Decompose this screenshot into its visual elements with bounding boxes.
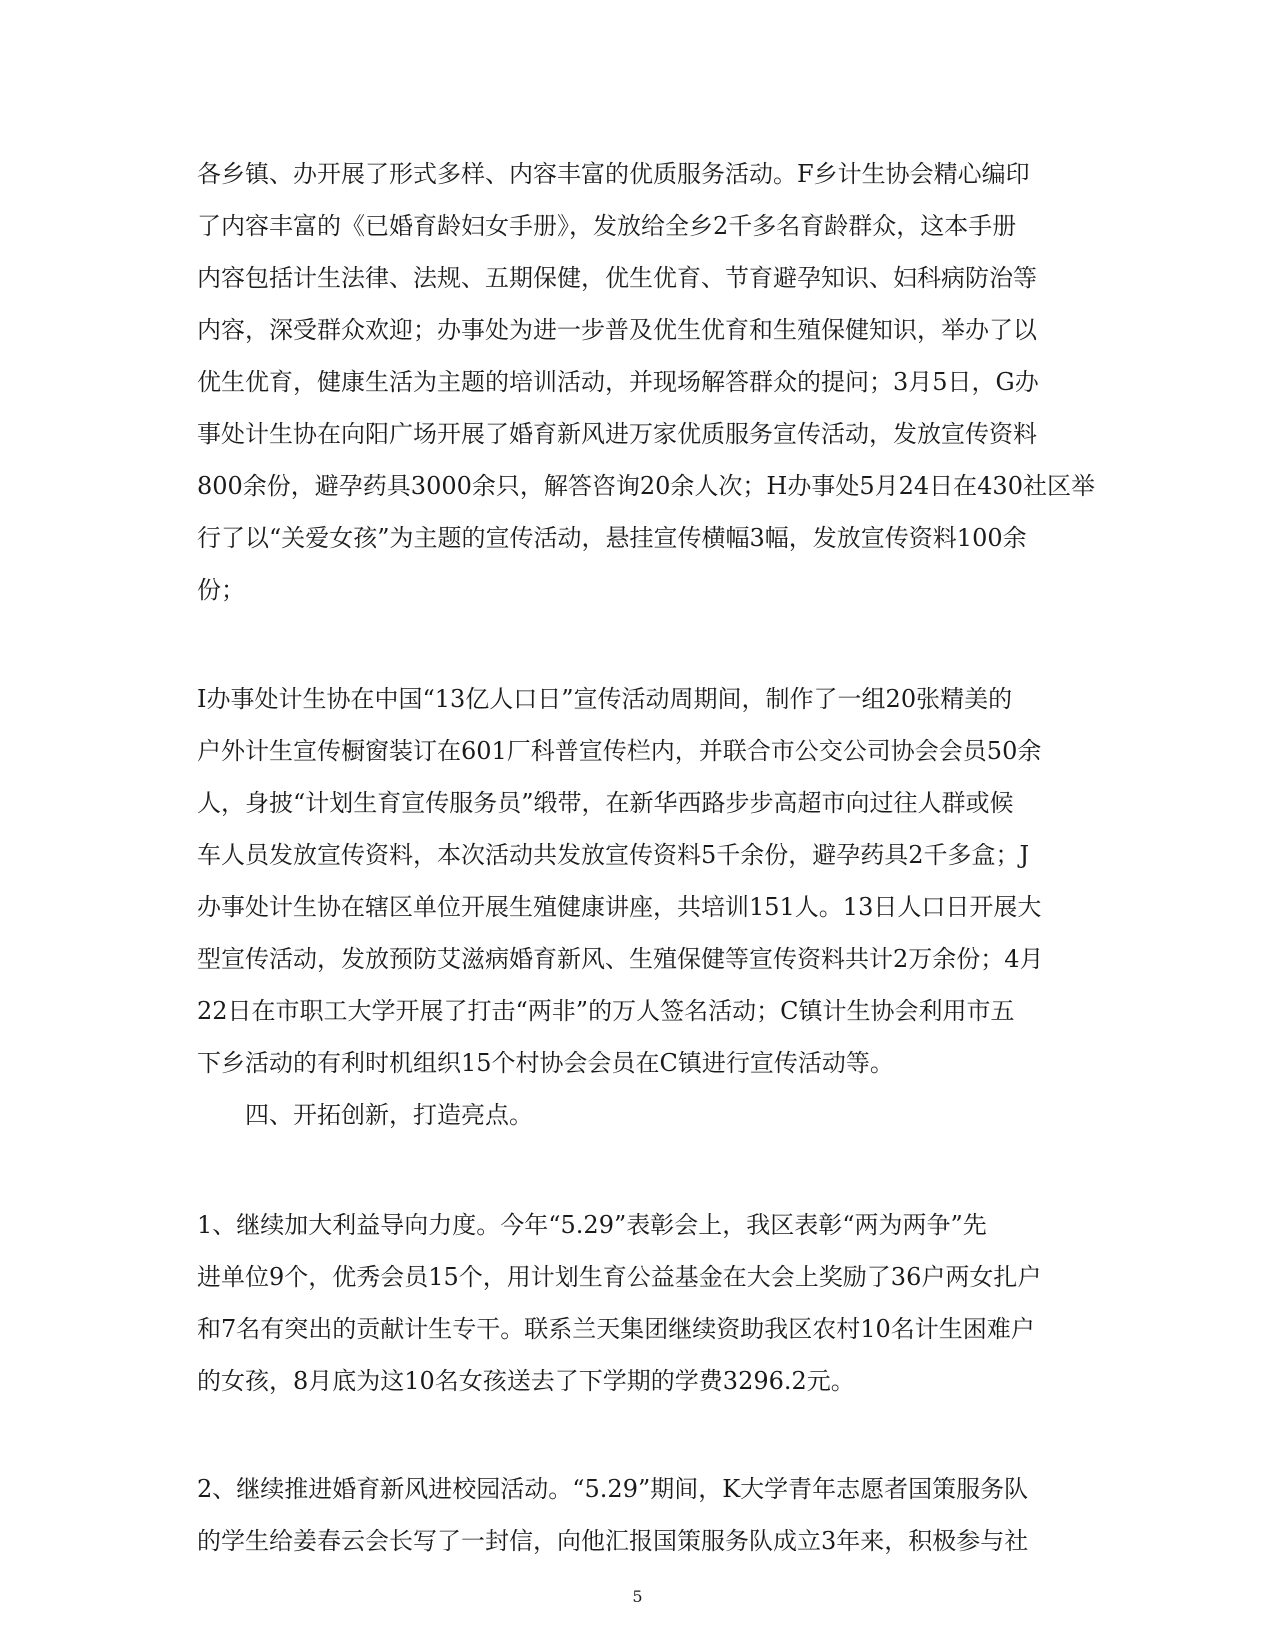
text-line: 下乡活动的有利时机组织15个村协会会员在C镇进行宣传活动等。	[197, 1049, 894, 1077]
text-line: 了内容丰富的《已婚育龄妇女手册》，发放给全乡2千多名育龄群众，这本手册	[197, 212, 1017, 240]
text-line: 优生优育，健康生活为主题的培训活动，并现场解答群众的提问；3月5日，G办	[197, 368, 1039, 396]
text-line: 型宣传活动，发放预防艾滋病婚育新风、生殖保健等宣传资料共计2万余份；4月	[197, 945, 1044, 973]
page-number: 5	[632, 1587, 643, 1606]
section-heading: 四、开拓创新，打造亮点。	[245, 1101, 533, 1129]
text-line: I办事处计生协在中国“13亿人口日”宣传活动周期间，制作了一组20张精美的	[197, 685, 1013, 713]
text-line: 22日在市职工大学开展了打击“两非”的万人签名活动；C镇计生协会利用市五	[197, 997, 1015, 1025]
text-line: 人，身披“计划生育宣传服务员”缎带，在新华西路步步高超市向过往人群或候	[197, 789, 1014, 817]
text-line: 2、继续推进婚育新风进校园活动。“5.29”期间，K大学青年志愿者国策服务队	[197, 1475, 1029, 1503]
text-line: 份；	[197, 576, 245, 604]
text-line: 的学生给姜春云会长写了一封信，向他汇报国策服务队成立3年来，积极参与社	[197, 1527, 1029, 1555]
text-line: 1、继续加大利益导向力度。今年“5.29”表彰会上，我区表彰“两为两争”先	[197, 1211, 987, 1239]
text-line: 行了以“关爱女孩”为主题的宣传活动，悬挂宣传横幅3幅，发放宣传资料100余	[197, 524, 1027, 552]
text-line: 进单位9个，优秀会员15个，用计划生育公益基金在大会上奖励了36户两女扎户	[197, 1263, 1042, 1291]
text-line: 车人员发放宣传资料，本次活动共发放宣传资料5千余份，避孕药具2千多盒；J	[197, 841, 1030, 869]
text-line: 和7名有突出的贡献计生专干。联系兰天集团继续资助我区农村10名计生困难户	[197, 1315, 1035, 1343]
text-line: 户外计生宣传橱窗装订在601厂科普宣传栏内，并联合市公交公司协会会员50余	[197, 737, 1042, 765]
text-line: 事处计生协在向阳广场开展了婚育新风进万家优质服务宣传活动，发放宣传资料	[197, 420, 1037, 448]
text-line: 的女孩，8月底为这10名女孩送去了下学期的学费3296.2元。	[197, 1367, 855, 1395]
text-line: 内容包括计生法律、法规、五期保健，优生优育、节育避孕知识、妇科病防治等	[197, 264, 1037, 292]
text-line: 内容，深受群众欢迎；办事处为进一步普及优生优育和生殖保健知识，举办了以	[197, 316, 1037, 344]
text-line: 各乡镇、办开展了形式多样、内容丰富的优质服务活动。F乡计生协会精心编印	[197, 160, 1030, 188]
text-line: 办事处计生协在辖区单位开展生殖健康讲座，共培训151人。13日人口日开展大	[197, 893, 1042, 921]
text-line: 800余份，避孕药具3000余只，解答咨询20余人次；H办事处5月24日在430社区举	[197, 472, 1095, 500]
